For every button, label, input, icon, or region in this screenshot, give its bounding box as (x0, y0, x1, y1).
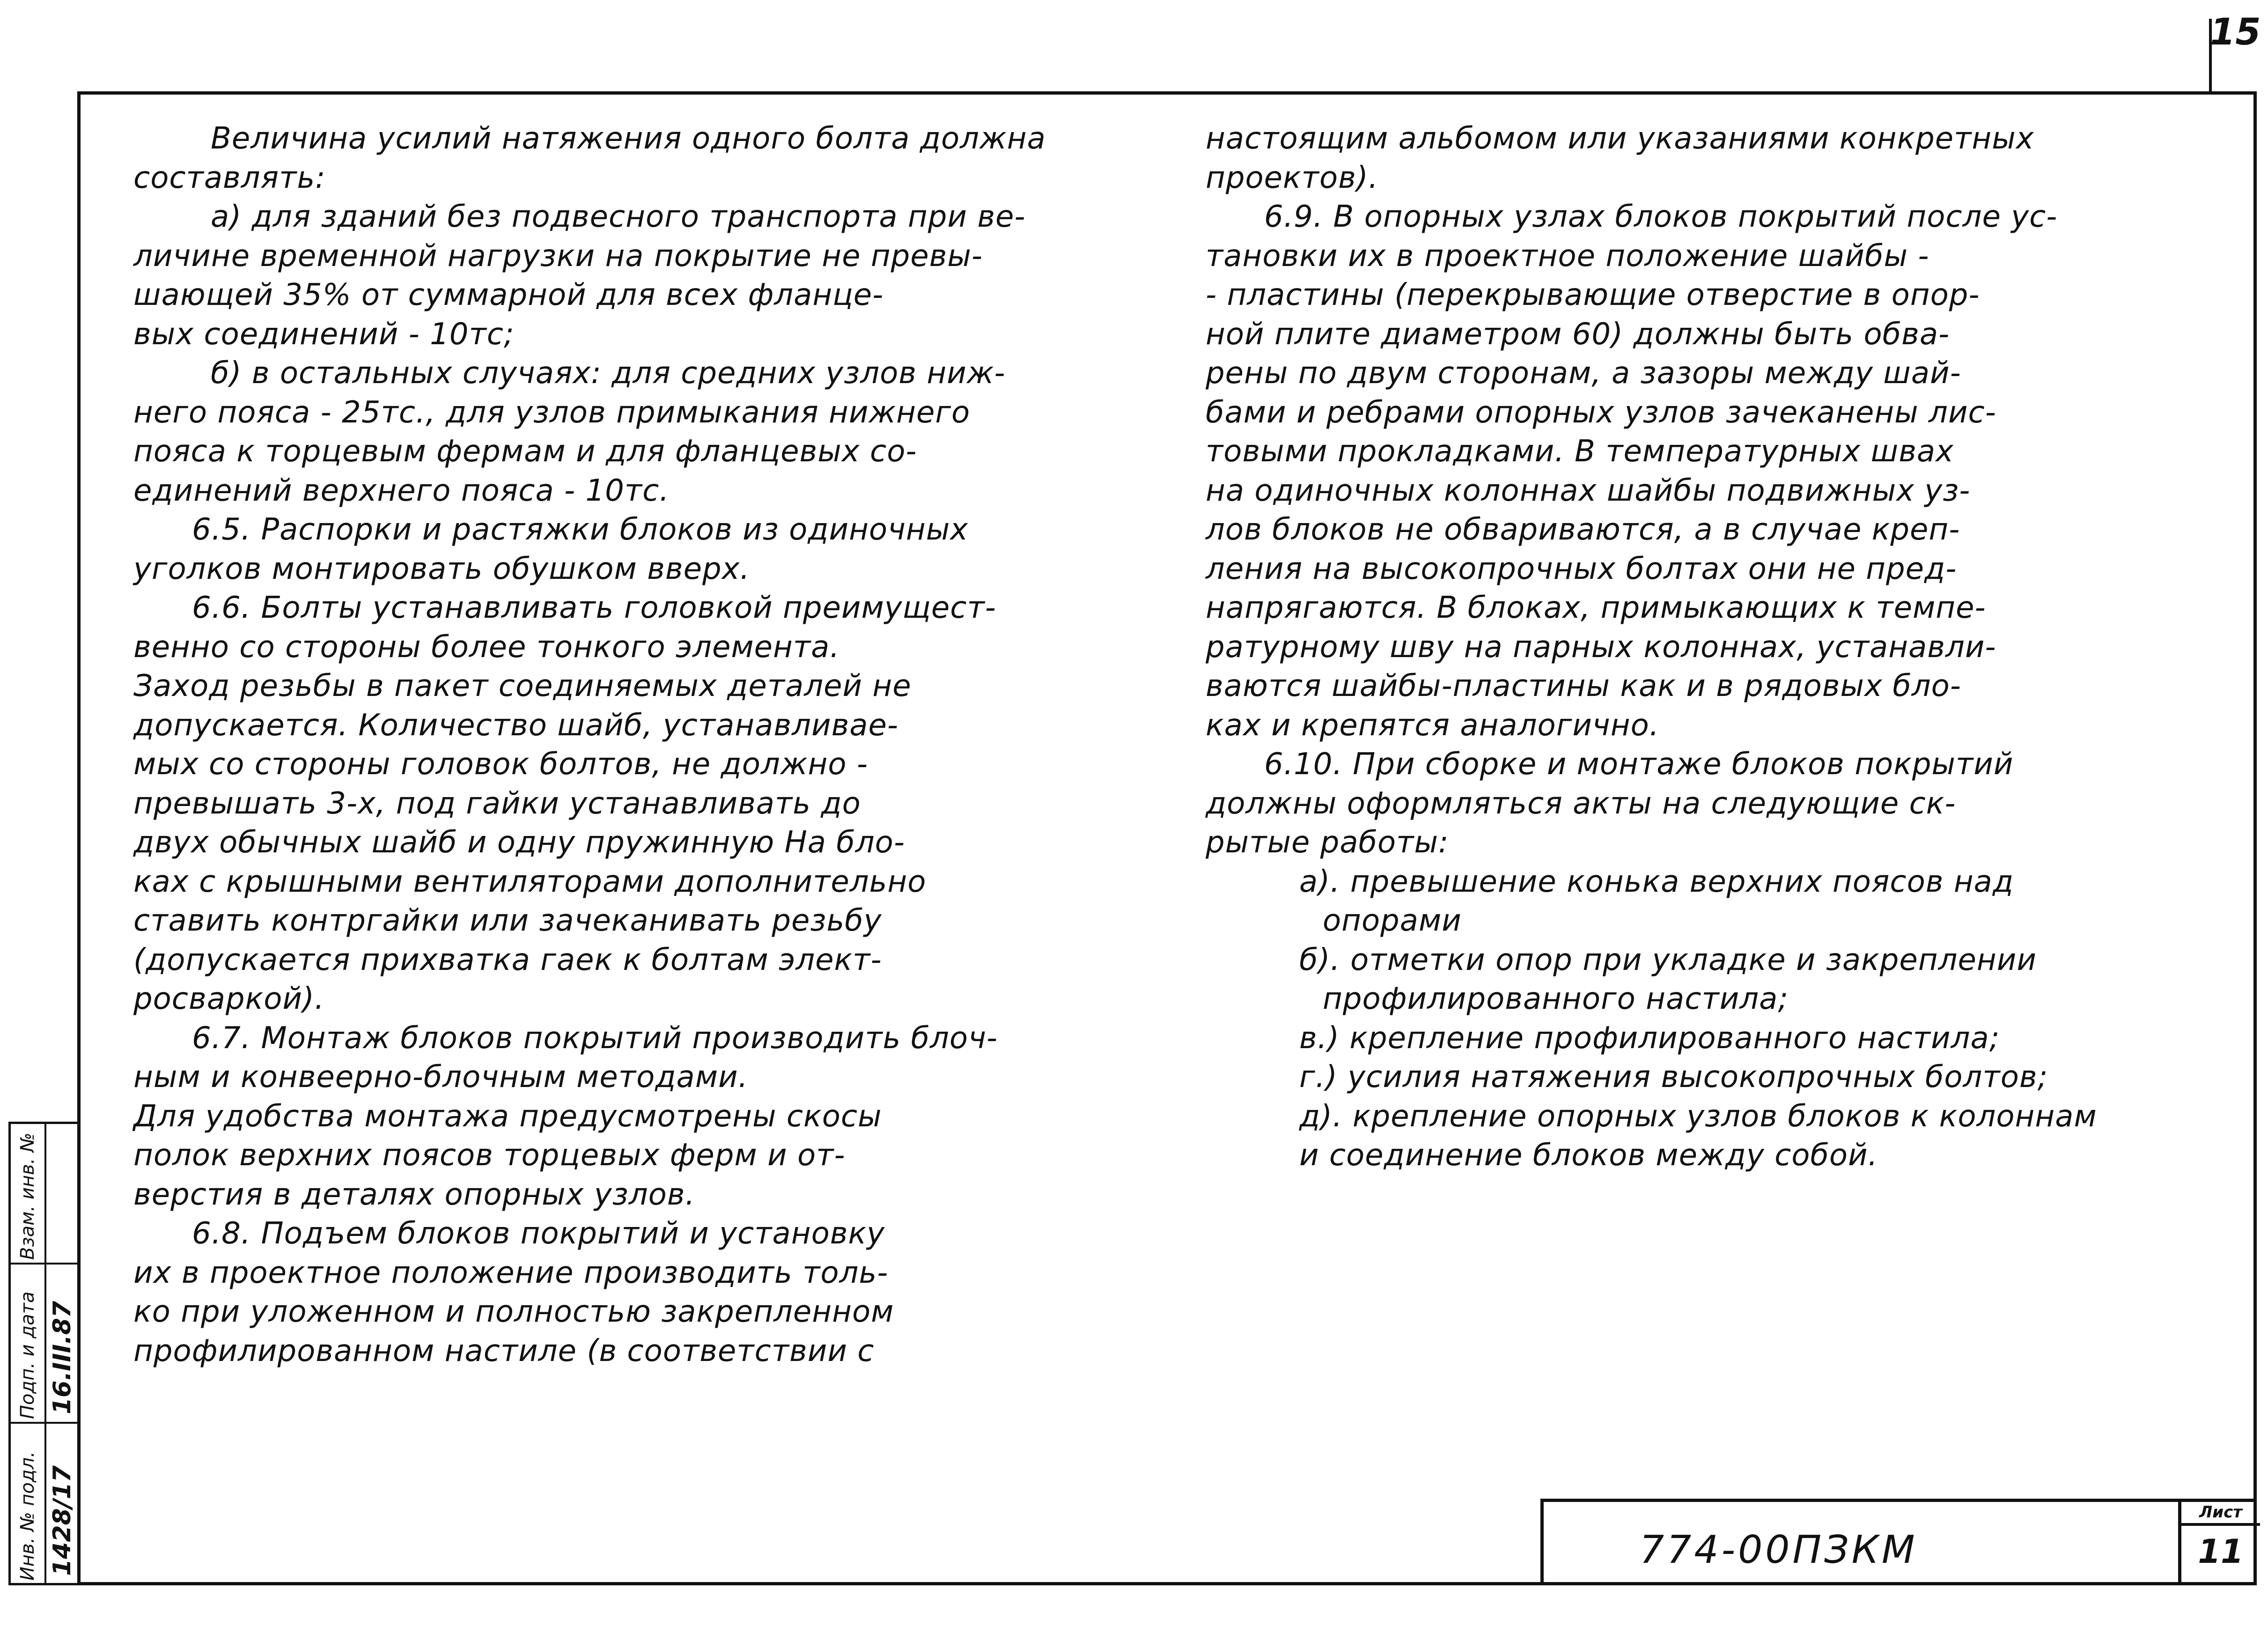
text-line: рытые работы: (1206, 825, 1449, 860)
sheet-label: Лист (2181, 1499, 2260, 1526)
text-line: бами и ребрами опорных узлов зачеканены лис- (1206, 395, 1996, 430)
text-line: допускается. Количество шайб, устанавливае- (133, 708, 898, 743)
text-line: б) в остальных случаях: для средних узлов ниж- (211, 356, 1006, 391)
text-line: него пояса - 25тс., для узлов примыкания нижнего (133, 395, 971, 430)
text-line: и соединение блоков между собой. (1299, 1138, 1878, 1173)
text-line: должны оформляться акты на следующие ск- (1206, 786, 1956, 821)
text-line: 6.9. В опорных узлах блоков покрытий после ус- (1264, 200, 2058, 234)
inv-number-value: 1428/17 (48, 1465, 76, 1576)
text-line: вых соединений - 10тс; (133, 317, 515, 352)
right-text-column (1206, 119, 2189, 1176)
text-line: 6.8. Подъем блоков покрытий и установку (192, 1216, 885, 1251)
text-line: опорами (1323, 903, 1462, 938)
sign-date-label: Подп. и дата (17, 1291, 38, 1419)
text-line: д). крепление опорных узлов блоков к колоннам (1299, 1099, 2097, 1134)
text-line: ко при уложенном и полностью закрепленном (133, 1294, 894, 1329)
text-line: ной плите диаметром 60) должны быть обва- (1206, 317, 1950, 352)
text-line: их в проектное положение производить толь- (133, 1255, 889, 1290)
text-line: напрягаются. В блоках, примыкающих к темпе- (1206, 591, 1986, 625)
sheet-number: 11 (2198, 1532, 2244, 1571)
text-line: профилированного настила; (1323, 982, 1789, 1016)
text-line: единений верхнего пояса - 10тс. (133, 473, 670, 508)
sheet-number-box (2178, 1499, 2260, 1585)
left-text-column (133, 119, 1145, 1371)
text-line: мых со стороны головок болтов, не должно - (133, 747, 868, 782)
text-line: товыми прокладками. В температурных швах (1206, 434, 1954, 469)
text-line: 6.5. Распорки и растяжки блоков из одиночных (192, 512, 969, 547)
text-line: 6.6. Болты устанавливать головкой преимущест- (192, 591, 996, 625)
text-line: г.) усилия натяжения высокопрочных болтов; (1299, 1060, 2048, 1095)
text-line: Для удобства монтажа предусмотрены скосы (133, 1099, 882, 1134)
text-line: Заход резьбы в пакет соединяемых деталей не (133, 669, 912, 703)
text-line: проектов). (1206, 160, 1379, 195)
text-line: ления на высокопрочных болтах они не пред- (1206, 551, 1957, 586)
text-line: уголков монтировать обушком вверх. (133, 551, 750, 586)
text-line: (допускается прихватка гаек к болтам элект- (133, 942, 882, 977)
text-line: ваются шайбы-пластины как и в рядовых бло- (1206, 669, 1961, 703)
text-line: а) для зданий без подвесного транспорта при ве- (211, 200, 1026, 234)
text-line: ным и конвеерно-блочным методами. (133, 1060, 748, 1095)
text-line: составлять: (133, 160, 326, 195)
text-line: на одиночных колоннах шайбы подвижных уз- (1206, 473, 1971, 508)
title-block (1540, 1499, 2257, 1585)
text-line: тановки их в проектное положение шайбы - (1206, 238, 1929, 274)
replace-inv-label: Взам. инв. № (17, 1132, 38, 1260)
text-line: ратурному шву на парных колоннах, устанавли- (1206, 629, 1996, 665)
text-line: двух обычных шайб и одну пружинную На бло- (133, 825, 905, 860)
text-line: ставить контргайки или зачеканивать резьбу (133, 903, 882, 938)
text-line: - пластины (перекрывающие отверстие в опор- (1206, 278, 1980, 312)
text-line: в.) крепление профилированного настила; (1299, 1021, 2000, 1056)
text-line: росваркой). (133, 982, 325, 1016)
text-line: а). превышение конька верхних поясов над (1299, 864, 2014, 899)
text-line: полок верхних поясов торцевых ферм и от- (133, 1138, 846, 1173)
text-line: лов блоков не обвариваются, а в случае креп- (1206, 512, 1960, 547)
margin-stamp (8, 1122, 77, 1585)
text-line: пояса к торцевым фермам и для фланцевых со- (133, 434, 917, 469)
text-line: верстия в деталях опорных узлов. (133, 1177, 695, 1212)
text-line: превышать 3-х, под гайки устанавливать до (133, 786, 861, 821)
sign-date-value: 16.III.87 (48, 1301, 76, 1414)
text-line: ках и крепятся аналогично. (1206, 708, 1660, 743)
text-line: 6.7. Монтаж блоков покрытий производить блоч- (192, 1021, 998, 1056)
text-line: Величина усилий натяжения одного болта должна (211, 121, 1046, 156)
text-line: рены по двум сторонам, а зазоры между шай- (1206, 356, 1961, 391)
document-code: 774-00ПЗКМ (1640, 1528, 1918, 1572)
text-line: настоящим альбомом или указаниями конкретных (1206, 121, 2034, 156)
text-line: б). отметки опор при укладке и закреплении (1299, 942, 2037, 977)
text-line: профилированном настиле (в соответствии с (133, 1333, 875, 1368)
top-page-number: 15 (2210, 11, 2261, 53)
text-line: личине временной нагрузки на покрытие не превы- (133, 238, 983, 274)
inv-number-label: Инв. № подл. (17, 1451, 38, 1581)
text-line: ках с крышными вентиляторами дополнительно (133, 864, 927, 899)
text-line: венно со стороны более тонкого элемента. (133, 629, 840, 665)
text-line: шающей 35% от суммарной для всех фланце- (133, 278, 884, 312)
text-line: 6.10. При сборке и монтаже блоков покрытий (1264, 747, 2014, 782)
